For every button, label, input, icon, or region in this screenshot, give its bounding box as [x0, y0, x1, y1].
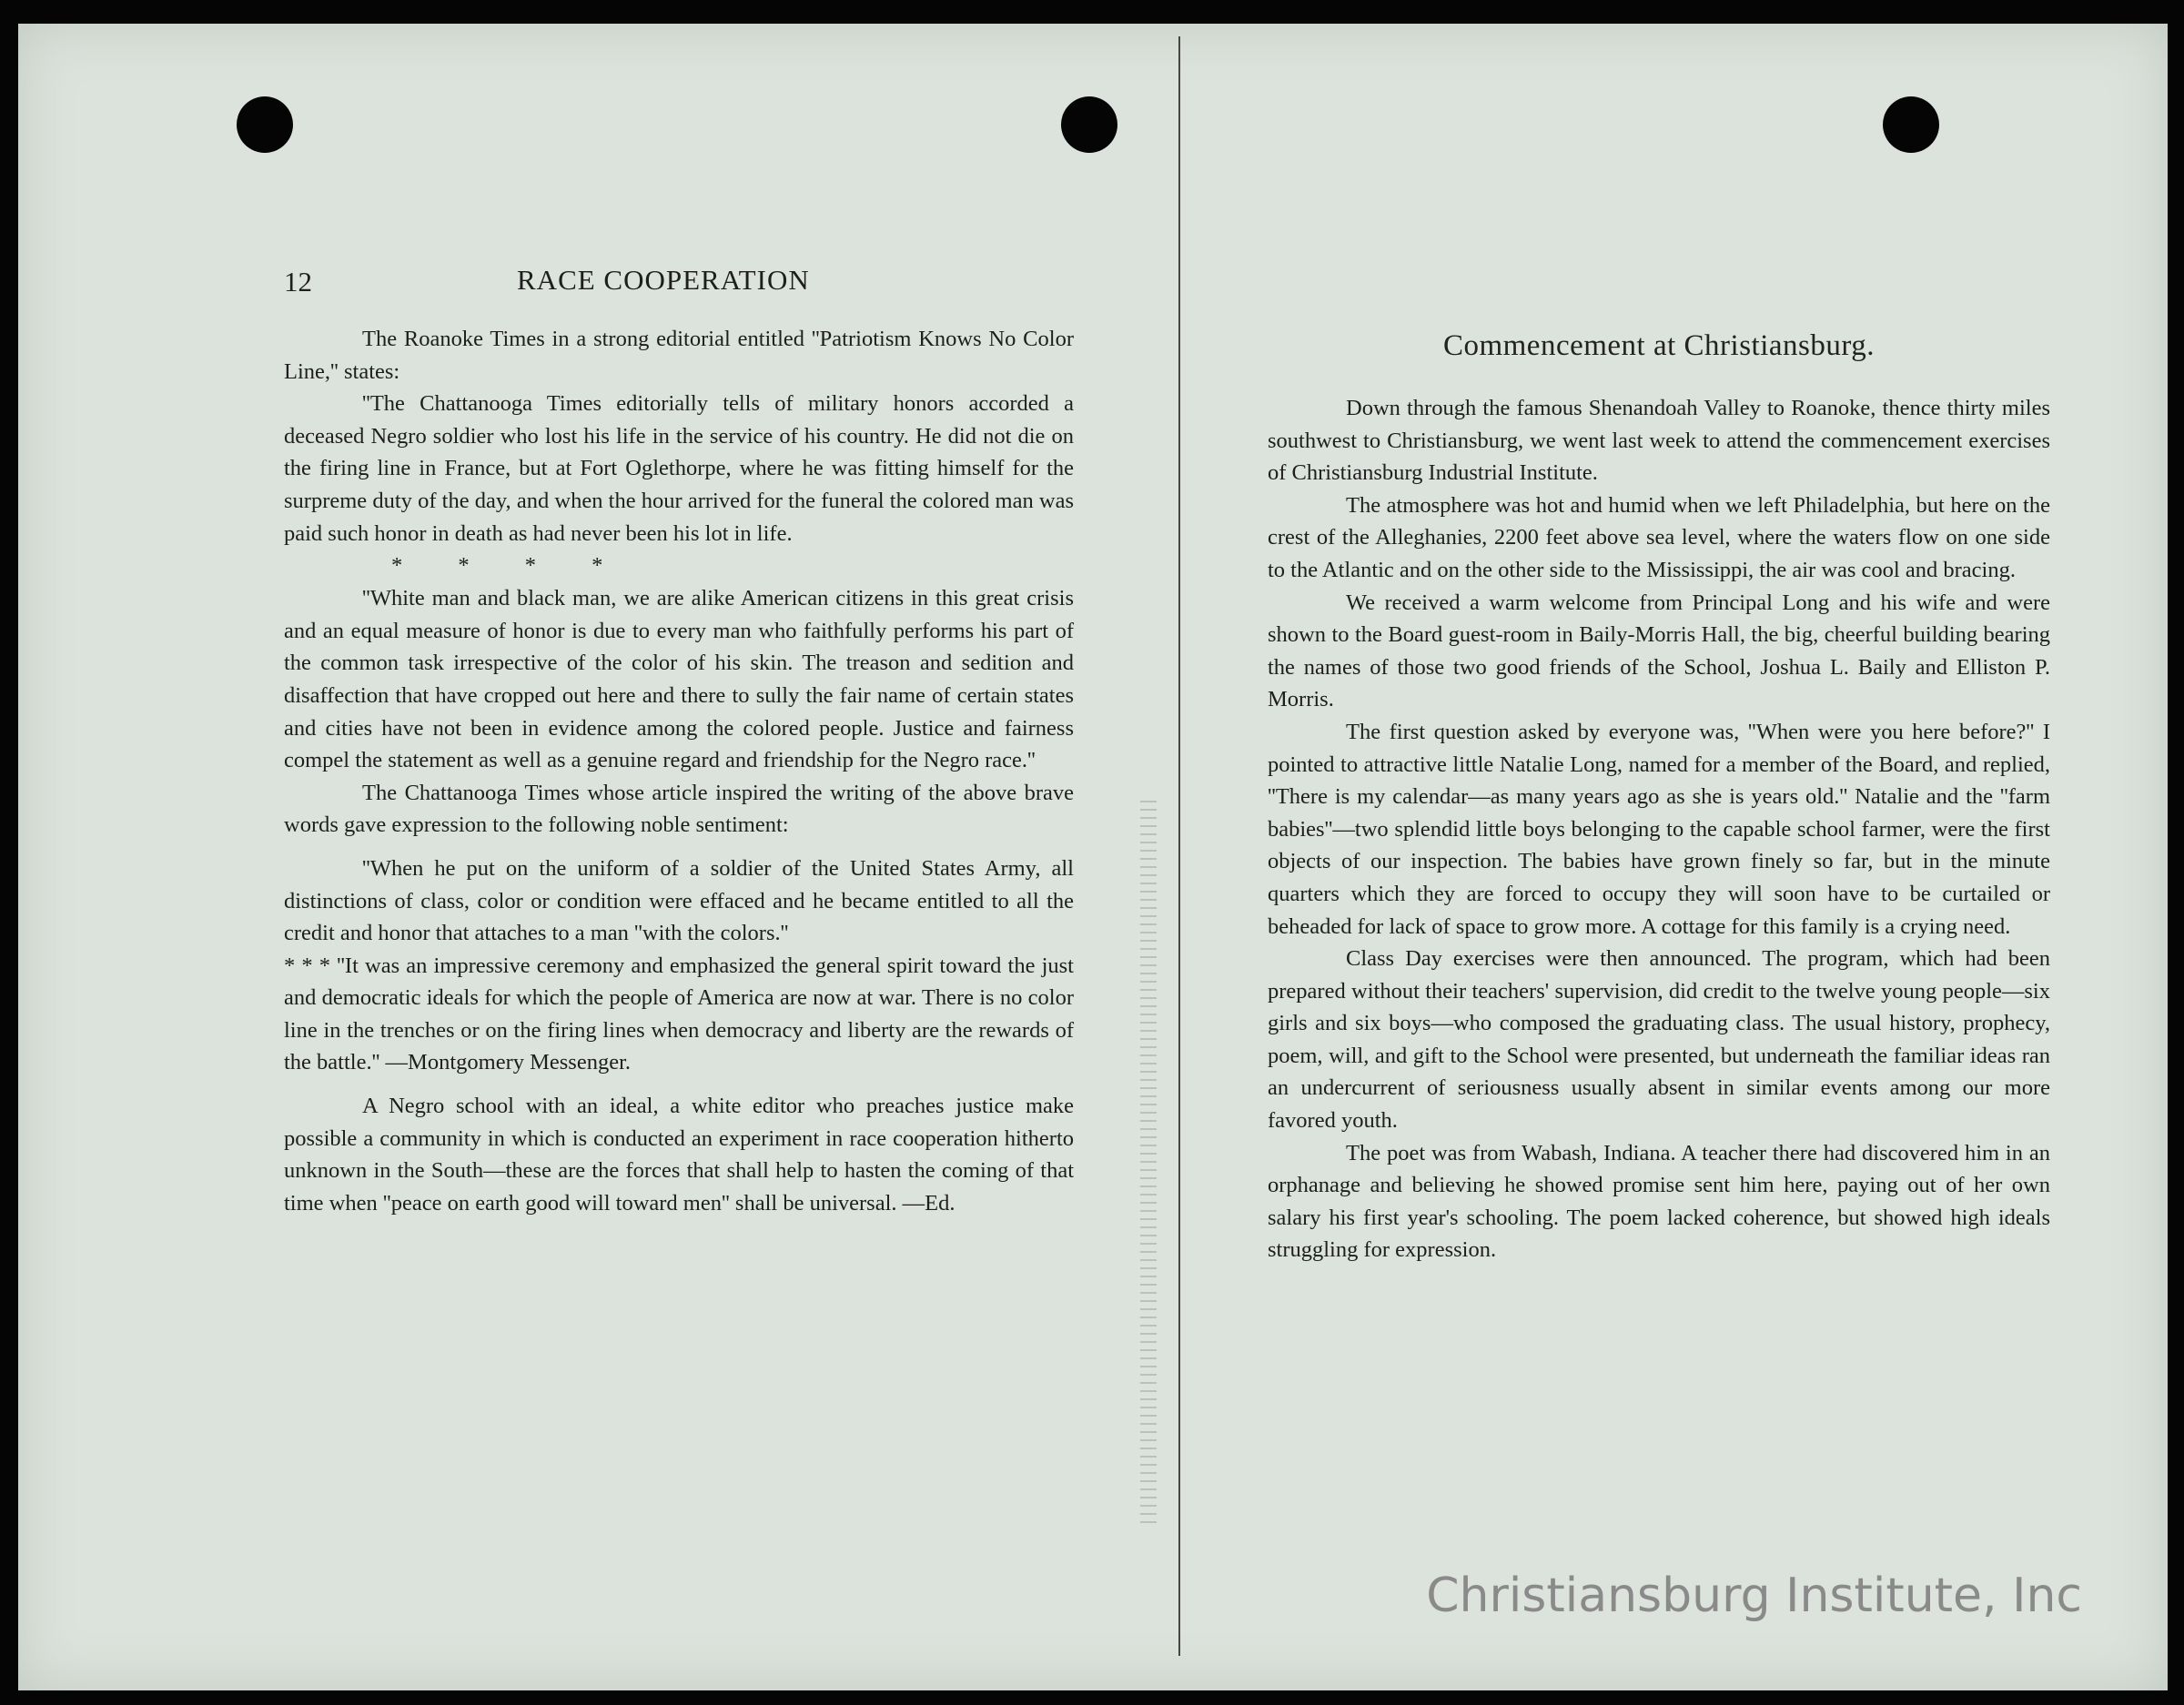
- paragraph: A Negro school with an ideal, a white editor who preaches justice make possible a community in which is conducted an experiment in race cooperation hitherto unknown in the South—these are the forces that shall help to hasten the coming of that time when ''peace on earth good will toward men'' shall be universal. —Ed.: [284, 1094, 1074, 1216]
- paragraph: * * * ''It was an impressive ceremony and emphasized the general spirit toward the just and democratic ideals for which the people of America are now at war. There is no color line in the trenches or on the firing lines when democracy and liberty are the rewards of the battle.'' —Montgomery Messenger.: [284, 953, 1074, 1075]
- paragraph: The atmosphere was hot and humid when we left Philadelphia, but here on the crest of the Alleghanies, 2200 feet above sea level, where the waters flow on one side to the Atlantic and on the other side to the Mississippi, the air was cool and bracing.: [1268, 492, 2050, 582]
- paragraph: ''White man and black man, we are alike American citizens in this great crisis and an equal measure of honor is due to every man who faithfully performs his part of the common task irrespective of the color of his skin. The treason and sedition and disaffection that have cropped out here and there to sully the fair name of certain states and cities have not been in evidence among the colored people. Justice and fairness compel the statement as well as a genuine regard and friendship for the Negro race.'': [284, 586, 1074, 773]
- fold-shadow: [1140, 801, 1157, 1528]
- page-fold-line: [1178, 36, 1180, 1656]
- paragraph: Class Day exercises were then announced. The program, which had been prepared without their teachers' supervision, did credit to the twelve young people—six girls and six boys—who composed the graduating class. The usual history, prophecy, poem, will, and gift to the School were presented, but underneath the familiar ideas ran an undercurrent of seriousness usually absent in similar events among our more favored youth.: [1268, 946, 2050, 1134]
- watermark: Christiansburg Institute, Inc: [1426, 1569, 2082, 1623]
- punch-hole-left: [237, 96, 293, 153]
- right-page-body: [1268, 392, 2050, 1266]
- paragraph: ''The Chattanooga Times editorially tells of military honors accorded a deceased Negro soldier who lost his life in the service of his country. He did not die on the firing line in France, but at Fort Oglethorpe, where he was fitting himself for the surpreme duty of the day, and when the hour arrived for the funeral the colored man was paid such honor in death as had never been his lot in life.: [284, 391, 1074, 546]
- paragraph: The first question asked by everyone was, ''When were you here before?'' I pointed to attractive little Natalie Long, named for a member of the Board, and replied, ''There is my calendar—as many years ago as she is years old.'' Natalie and the ''farm babies''—two splendid little boys belonging to the capable school farmer, were the first objects of our inspection. The babies have grown finely so far, but in the minute quarters which they are forced to occupy they will soon have to be curtailed or beheaded for lack of space to grow more. A cottage for this family is a crying need.: [1268, 719, 2050, 939]
- section-break: * * * *: [391, 553, 603, 579]
- paragraph: Down through the famous Shenandoah Valley to Roanoke, thence thirty miles southwest to Christiansburg, we went last week to attend the commencement exercises of Christiansburg Industrial Institute.: [1268, 396, 2050, 486]
- paragraph: The Chattanooga Times whose article inspired the writing of the above brave words gave expression to the following noble sentiment:: [284, 780, 1074, 838]
- paragraph: The Roanoke Times in a strong editorial entitled ''Patriotism Knows No Color Line,'' states:: [284, 327, 1074, 384]
- running-title: RACE COOPERATION: [517, 264, 810, 296]
- punch-hole-right: [1883, 96, 1939, 153]
- left-page-body: [284, 323, 1074, 1219]
- page-number: 12: [284, 266, 312, 298]
- punch-hole-center: [1061, 96, 1117, 153]
- paragraph: We received a warm welcome from Principal Long and his wife and were shown to the Board guest-room in Baily-Morris Hall, the big, cheerful building bearing the names of those two good friends of the School, Joshua L. Baily and Elliston P. Morris.: [1268, 590, 2050, 712]
- article-title: Commencement at Christiansburg.: [1442, 329, 1876, 362]
- paragraph: ''When he put on the uniform of a soldier of the United States Army, all distinctions of class, color or condition were effaced and he became entitled to all the credit and honor that attaches to a man ''with the colors.'': [284, 855, 1074, 946]
- paragraph: The poet was from Wabash, Indiana. A teacher there had discovered him in an orphanage and believing he showed promise sent him here, paying out of her own salary his first year's schooling. The poem lacked coherence, but showed high ideals struggling for expression.: [1268, 1140, 2050, 1263]
